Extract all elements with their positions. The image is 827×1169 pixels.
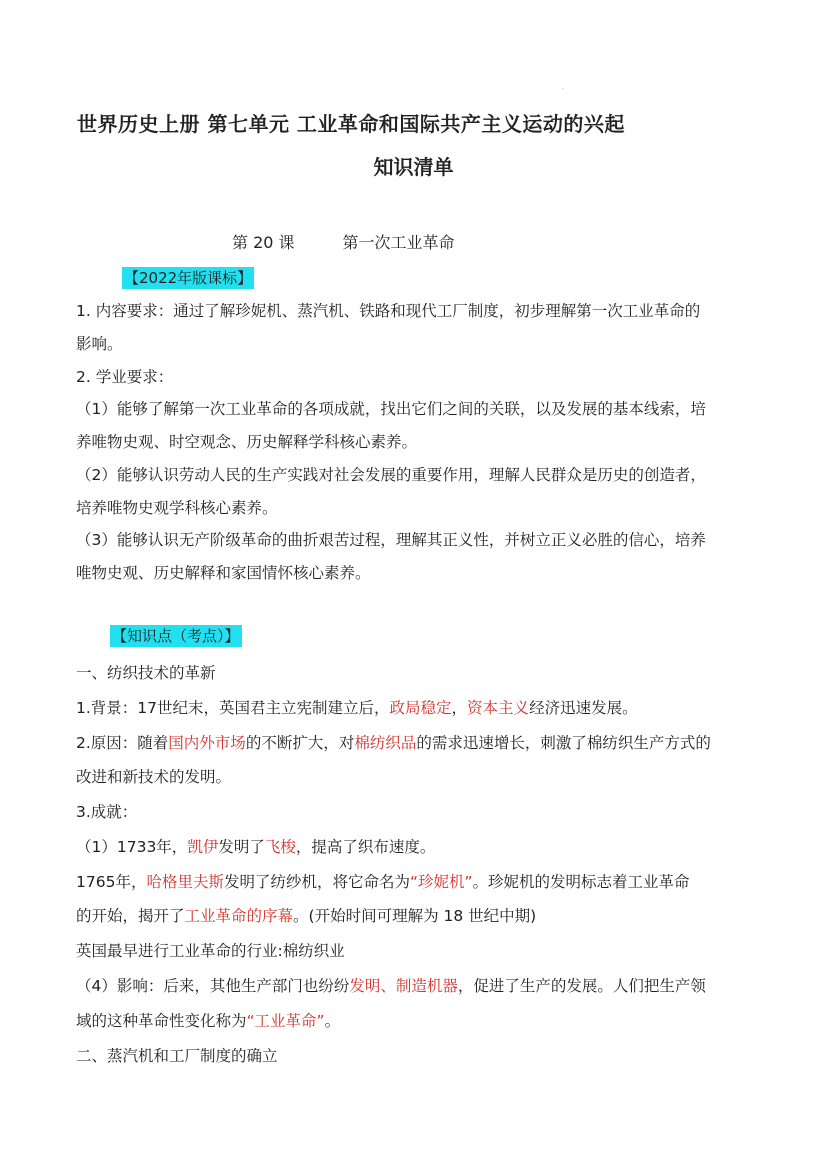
text-run: ， — [451, 699, 468, 717]
standard-line: 2. 学业要求： — [76, 368, 174, 386]
text-run: ，促进了生产的发展。人们把生产领 — [457, 977, 706, 995]
section-heading: 二、蒸汽机和工厂制度的确立 — [76, 1047, 278, 1065]
text-run: ，提高了织布速度。 — [295, 838, 436, 856]
document-subtitle: 知识清单 — [373, 155, 454, 179]
text-run: 。(开始时间可理解为 18 世纪中期) — [293, 907, 537, 925]
text-run: 的开始，揭开了 — [76, 907, 185, 925]
section-heading: 一、纺织技术的革新 — [76, 664, 216, 682]
standard-line: 唯物史观、历史解释和家国情怀核心素养。 — [76, 564, 371, 582]
knowledge-tag: 【知识点（考点）】 — [112, 627, 240, 645]
text-run: 的不断扩大，对 — [245, 734, 355, 752]
text-run: 。 — [324, 1012, 341, 1030]
achievement-heading: 3.成就： — [76, 803, 138, 821]
standard-line: （3）能够认识无产阶级革命的曲折艰苦过程，理解其正义性，并树立正义必胜的信心，培养 — [76, 531, 706, 549]
highlight-text: 政局稳定 — [389, 699, 452, 717]
text-run: 1765年， — [76, 873, 147, 891]
text-run: 的需求迅速增长，刺激了棉纺织生产方式的 — [416, 734, 711, 752]
header-dot: . — [562, 84, 564, 91]
impact-line — [76, 975, 706, 997]
highlight-text: 哈格里夫斯 — [146, 873, 224, 891]
highlight-text: “工业革命” — [246, 1012, 325, 1030]
highlight-text: 国内外市场 — [168, 734, 246, 752]
achievement-line — [76, 871, 690, 893]
lesson-name: 第一次工业革命 — [342, 233, 455, 252]
achievement-line — [76, 905, 536, 927]
highlight-text: 发明、制造机器 — [349, 977, 458, 995]
text-run: 。珍妮机的发明标志着工业革命 — [472, 873, 690, 891]
reason-line: 改进和新技术的发明。 — [76, 768, 232, 786]
achievement-line — [76, 836, 435, 858]
highlight-text: “珍妮机” — [409, 873, 473, 891]
highlight-text: 工业革命的序幕 — [184, 907, 294, 925]
text-run: 1.背景：17世纪末，英国君主立宪制建立后， — [76, 699, 390, 717]
industry-line: 英国最早进行工业革命的行业:棉纺织业 — [76, 942, 345, 960]
text-run: 2.原因：随着 — [76, 734, 169, 752]
standard-line: 培养唯物史观学科核心素养。 — [76, 499, 278, 517]
text-run: 域的这种革命性变化称为 — [76, 1012, 247, 1030]
highlight-text: 凯伊 — [187, 838, 219, 856]
text-run: 发明了 — [218, 838, 265, 856]
standard-line: 养唯物史观、时空观念、历史解释学科核心素养。 — [76, 433, 418, 451]
standard-line: （2）能够认识劳动人民的生产实践对社会发展的重要作用，理解人民群众是历史的创造者， — [76, 466, 706, 484]
lesson-number: 第 20 课 — [232, 233, 295, 252]
text-run: 发明了纺纱机，将它命名为 — [223, 873, 410, 891]
highlight-text: 棉纺织品 — [354, 734, 417, 752]
text-run: 经济迅速发展。 — [529, 699, 638, 717]
background-line — [76, 697, 638, 719]
standard-tag: 【2022年版课标】 — [124, 269, 253, 287]
impact-line — [76, 1010, 340, 1032]
standard-line: （1）能够了解第一次工业革命的各项成就，找出它们之间的关联，以及发展的基本线索，培 — [76, 400, 706, 418]
standard-line: 1. 内容要求：通过了解珍妮机、蒸汽机、铁路和现代工厂制度，初步理解第一次工业革命的 — [76, 302, 701, 320]
reason-line — [76, 732, 711, 754]
highlight-text: 飞梭 — [264, 838, 296, 856]
document-title: 世界历史上册 第七单元 工业革命和国际共产主义运动的兴起 — [77, 112, 625, 136]
highlight-text: 资本主义 — [467, 699, 530, 717]
text-run: （1）1733年， — [76, 838, 188, 856]
text-run: （4）影响：后来，其他生产部门也纷纷 — [76, 977, 350, 995]
lesson-heading — [232, 230, 455, 253]
standard-line: 影响。 — [76, 335, 123, 353]
